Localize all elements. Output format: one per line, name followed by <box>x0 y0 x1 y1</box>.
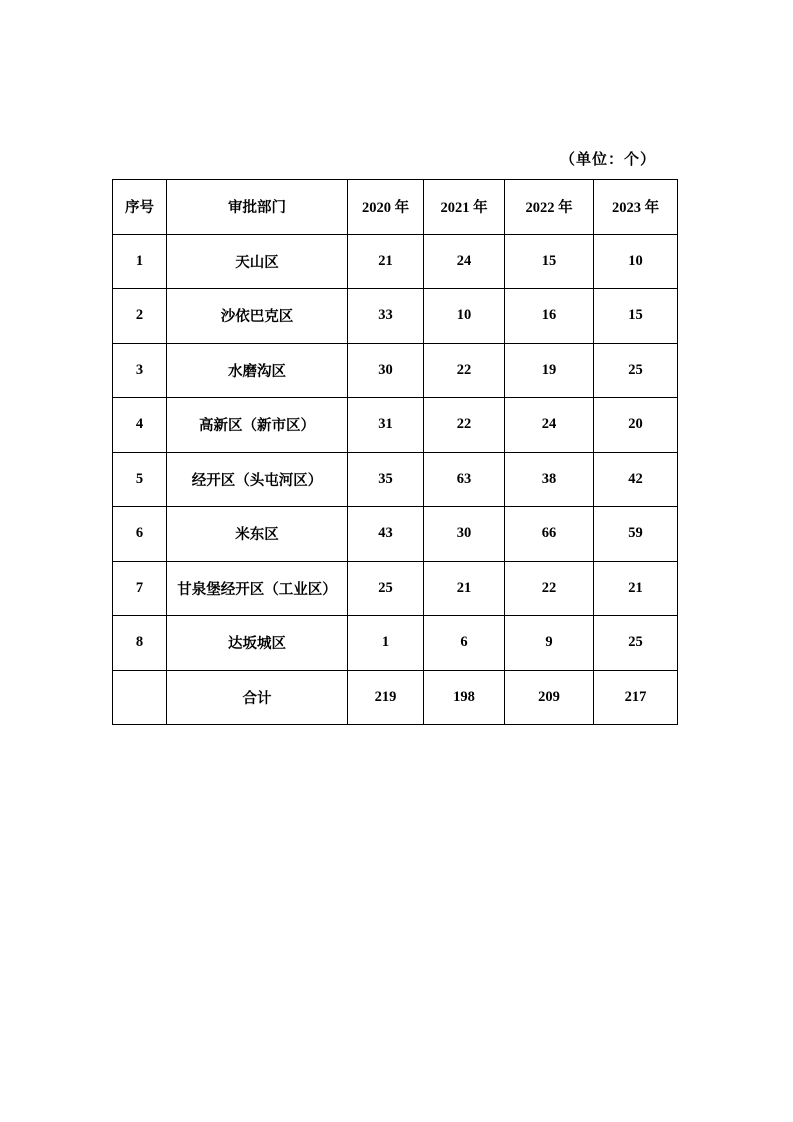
value-2020: 25 <box>348 561 424 616</box>
value-2020: 21 <box>348 234 424 289</box>
header-2023: 2023 年 <box>594 180 678 235</box>
value-2022: 9 <box>505 616 594 671</box>
row-department: 米东区 <box>167 507 348 562</box>
value-2023: 25 <box>594 343 678 398</box>
row-department: 经开区（头屯河区） <box>167 452 348 507</box>
value-2020: 43 <box>348 507 424 562</box>
value-2023: 59 <box>594 507 678 562</box>
value-2023: 15 <box>594 289 678 344</box>
value-2023: 25 <box>594 616 678 671</box>
row-department: 沙依巴克区 <box>167 289 348 344</box>
table-row <box>113 289 678 344</box>
value-2020: 35 <box>348 452 424 507</box>
value-2022: 24 <box>505 398 594 453</box>
value-2022: 66 <box>505 507 594 562</box>
table-header-row <box>113 180 678 235</box>
value-2021: 30 <box>424 507 505 562</box>
value-2020: 33 <box>348 289 424 344</box>
table-row <box>113 507 678 562</box>
table-row <box>113 452 678 507</box>
total-2020: 219 <box>348 670 424 725</box>
value-2021: 10 <box>424 289 505 344</box>
value-2023: 21 <box>594 561 678 616</box>
total-2021: 198 <box>424 670 505 725</box>
value-2021: 6 <box>424 616 505 671</box>
value-2022: 22 <box>505 561 594 616</box>
value-2021: 22 <box>424 343 505 398</box>
value-2022: 15 <box>505 234 594 289</box>
table-row <box>113 398 678 453</box>
row-department: 水磨沟区 <box>167 343 348 398</box>
header-2021: 2021 年 <box>424 180 505 235</box>
value-2023: 10 <box>594 234 678 289</box>
value-2023: 42 <box>594 452 678 507</box>
total-2023: 217 <box>594 670 678 725</box>
total-row <box>113 670 678 725</box>
row-index: 6 <box>113 507 167 562</box>
value-2021: 22 <box>424 398 505 453</box>
total-label: 合计 <box>167 670 348 725</box>
row-index: 3 <box>113 343 167 398</box>
row-department: 甘泉堡经开区（工业区） <box>167 561 348 616</box>
value-2020: 31 <box>348 398 424 453</box>
row-department: 天山区 <box>167 234 348 289</box>
value-2021: 24 <box>424 234 505 289</box>
table-row <box>113 561 678 616</box>
table-row <box>113 616 678 671</box>
value-2022: 38 <box>505 452 594 507</box>
value-2021: 21 <box>424 561 505 616</box>
header-2020: 2020 年 <box>348 180 424 235</box>
row-index: 2 <box>113 289 167 344</box>
row-index: 1 <box>113 234 167 289</box>
row-index: 5 <box>113 452 167 507</box>
total-index <box>113 670 167 725</box>
value-2020: 1 <box>348 616 424 671</box>
value-2022: 19 <box>505 343 594 398</box>
approval-stats-table <box>112 179 678 725</box>
header-index: 序号 <box>113 180 167 235</box>
header-department: 审批部门 <box>167 180 348 235</box>
value-2020: 30 <box>348 343 424 398</box>
row-department: 达坂城区 <box>167 616 348 671</box>
unit-note: （单位：个） <box>560 150 657 168</box>
value-2023: 20 <box>594 398 678 453</box>
total-2022: 209 <box>505 670 594 725</box>
row-index: 8 <box>113 616 167 671</box>
value-2021: 63 <box>424 452 505 507</box>
row-department: 高新区（新市区） <box>167 398 348 453</box>
header-2022: 2022 年 <box>505 180 594 235</box>
table-row <box>113 343 678 398</box>
row-index: 7 <box>113 561 167 616</box>
row-index: 4 <box>113 398 167 453</box>
value-2022: 16 <box>505 289 594 344</box>
table-row <box>113 234 678 289</box>
